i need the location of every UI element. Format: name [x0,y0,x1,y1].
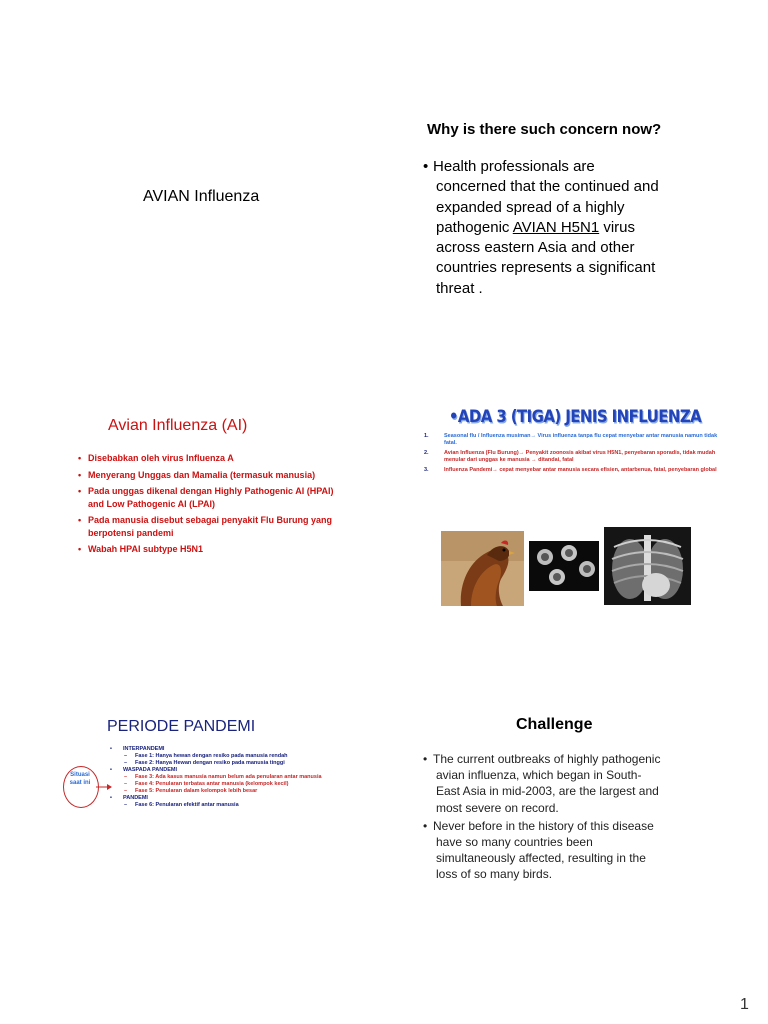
list-item: • Pada manusia disebut sebagai penyakit Flu Burung yang berpotensi pandemi [78,514,348,539]
list-line: • Never before in the history of this disease [423,818,723,834]
slide2-line: expanded spread of a highly [436,198,625,216]
slide2-body [423,157,723,299]
page-number: 1 [740,996,749,1013]
list-line: most severe on record. [436,800,559,815]
slide1-title: AVIAN Influenza [143,188,260,205]
list-item: • Wabah HPAI subtype H5N1 [78,543,348,556]
list-text: Seasonal flu / Influenza musiman→ Virus influenza tanpa flu cepat menyebar antar manusia namun tidak fatal. [444,433,718,446]
phase-heading: • INTERPANDEMI [110,746,350,753]
list-item: • Disebabkan oleh virus Influenza A [78,452,348,465]
list-line: have so many countries been [436,835,593,850]
slide2-line: • Health professionals are [423,157,723,177]
slide2-line: threat . [436,279,483,297]
list-line: avian influenza, which began in South- [436,768,642,783]
list-number: 1. [424,433,429,439]
slide2-line [423,218,723,238]
slide3-list [78,452,348,560]
chest-xray [604,527,691,605]
current-situation-label: Situasi saat ini [69,772,91,786]
list-item [424,433,724,446]
pandemic-phase-list [110,746,350,809]
phase-item: – Fase 5: Penularan dalam kelompok lebih besar [110,788,350,795]
phase-heading: • WASPADA PANDEMI [110,767,350,774]
slide2-text: virus [599,218,636,236]
phase-item: – Fase 6: Penularan efektif antar manusia [110,802,350,809]
list-item: • Pada unggas dikenal dengan Highly Pathogenic AI (HPAI) and Low Pathogenic AI (LPAI) [78,485,348,510]
list-item: • Menyerang Unggas dan Mamalia (termasuk manusia) [78,469,348,482]
list-number: 2. [424,450,429,456]
slide2-title: Why is there such concern now? [427,121,662,138]
list-item [424,467,724,474]
virus-micrograph [529,541,599,591]
list-item [424,450,724,463]
phase-item: – Fase 2: Hanya Hewan dengan resiko pada manusia tinggi [110,760,350,767]
chicken-photo [441,531,524,606]
slide6-title: Challenge [516,716,593,733]
list-line: • The current outbreaks of highly pathogenic [423,751,723,767]
list-item [423,818,723,883]
slide2-line: countries represents a significant [436,259,656,277]
list-line: loss of so many birds. [436,867,553,882]
slide4-list [424,433,724,478]
list-line: simultaneously affected, resulting in the [436,851,646,866]
phase-item: – Fase 1: Hanya hewan dengan resiko pada manusia rendah [110,753,350,760]
slide2-line: across eastern Asia and other [436,239,635,257]
list-line: East Asia in mid-2003, are the largest and [436,784,659,799]
avian-h5n1-link[interactable]: AVIAN H5N1 [512,218,600,236]
slide2-line: concerned that the continued and [436,178,659,196]
slide5-title: PERIODE PANDEMI [107,718,256,735]
slide6-list [423,751,723,885]
list-number: 3. [424,467,429,473]
phase-heading: • PANDEMI [110,795,350,802]
phase-item: – Fase 4: Penularan terbatas antar manusia (kelompok kecil) [110,781,350,788]
list-text: Avian Influenza (Flu Burung)→ Penyakit zoonosis akibat virus H5N1, penyebaran sporadis, tidak mudah menular dari unggas ke manusia → ditandai, fatal [444,450,716,463]
phase-item: – Fase 3: Ada kasus manusia namun belum ada penularan antar manusia [110,774,350,781]
list-text: Influenza Pandemi→ cepat menyebar antar manusia secara efisien, antarbenua, fatal, penyebaran global [444,467,717,473]
slide2-text: pathogenic [436,218,513,236]
slide3-title: Avian Influenza (AI) [108,417,248,434]
slide4-title: •ADA 3 (TIGA) JENIS INFLUENZA [448,406,702,427]
list-item [423,751,723,816]
